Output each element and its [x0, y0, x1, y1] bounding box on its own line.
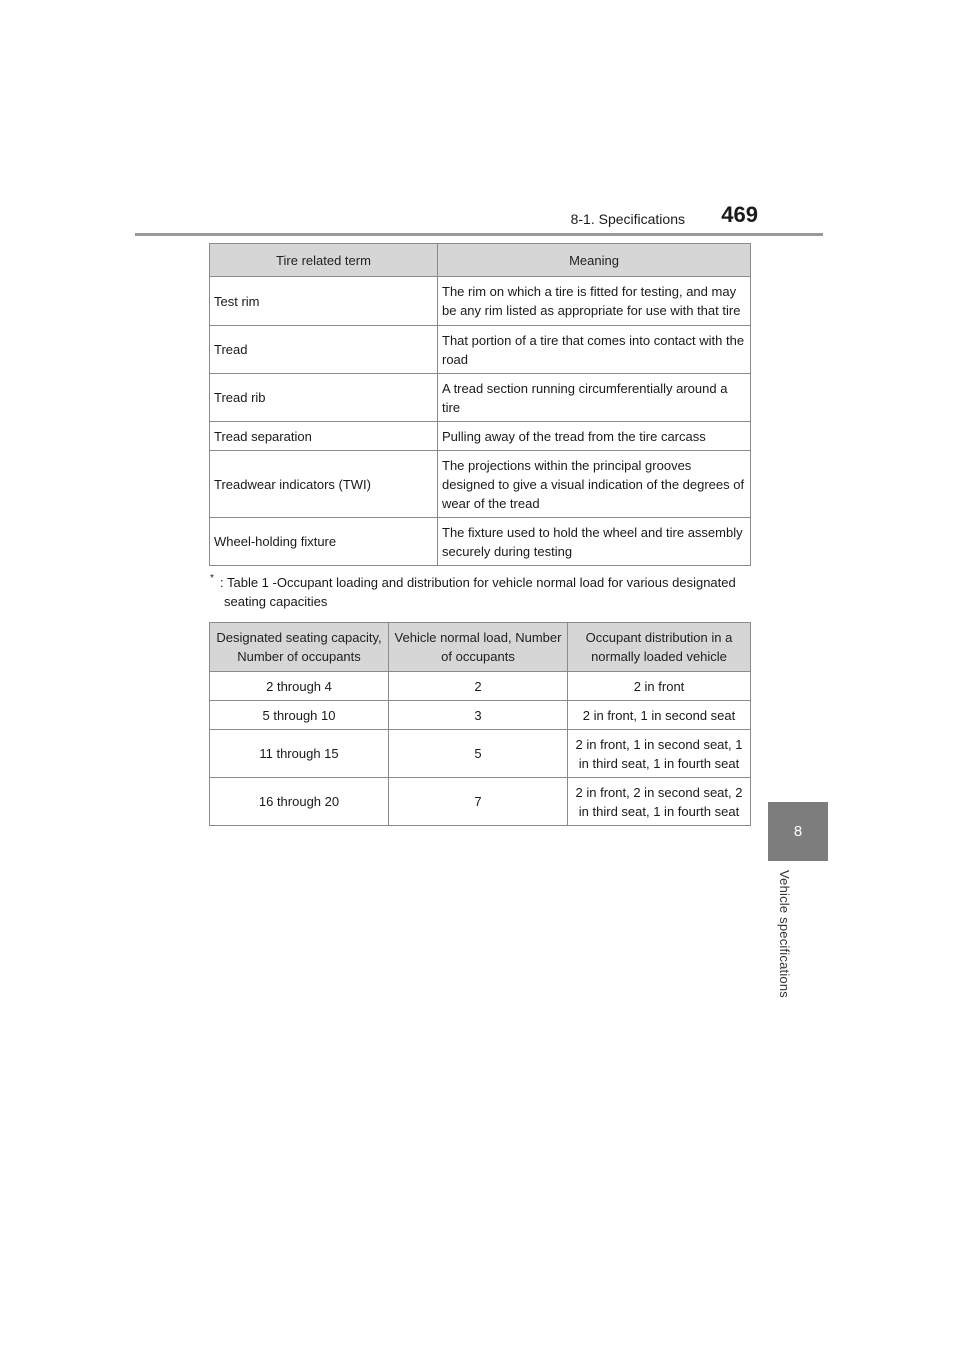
section-title: 8-1. Specifications [570, 211, 685, 227]
chapter-label: Vehicle specifications [777, 870, 792, 998]
table-row [210, 518, 751, 566]
meaning-cell: A tread section running circumferentially around a tire [438, 374, 751, 422]
meaning-cell: The rim on which a tire is fitted for testing, and may be any rim listed as appropriate for use with that tire [438, 277, 751, 326]
column-header-distribution: Occupant distribution in a normally loaded vehicle [568, 623, 751, 672]
table-row [210, 778, 751, 826]
distribution-cell: 2 in front, 1 in second seat, 1 in third seat, 1 in fourth seat [568, 730, 751, 778]
footnote-mark: * [210, 573, 214, 584]
column-header-load: Vehicle normal load, Number of occupants [389, 623, 568, 672]
chapter-number: 8 [793, 823, 803, 840]
table-row [210, 326, 751, 374]
footnote-text: : Table 1 -Occupant loading and distribution for vehicle normal load for various designated seating capacities [220, 575, 736, 609]
chapter-tab[interactable] [768, 802, 828, 861]
table-row [210, 701, 751, 730]
table-footnote [210, 573, 750, 611]
capacity-cell: 11 through 15 [210, 730, 389, 778]
distribution-cell: 2 in front, 1 in second seat [568, 701, 751, 730]
distribution-cell: 2 in front [568, 672, 751, 701]
table-row [210, 451, 751, 518]
table-row [210, 730, 751, 778]
table-row [210, 422, 751, 451]
occupant-loading-table [209, 622, 751, 826]
meaning-cell: The fixture used to hold the wheel and tire assembly securely during testing [438, 518, 751, 566]
table-row [210, 374, 751, 422]
term-cell: Tread rib [210, 374, 438, 422]
meaning-cell: That portion of a tire that comes into contact with the road [438, 326, 751, 374]
column-header-capacity: Designated seating capacity, Number of occupants [210, 623, 389, 672]
page-number: 469 [721, 202, 758, 227]
column-header-meaning: Meaning [438, 244, 751, 277]
distribution-cell: 2 in front, 2 in second seat, 2 in third seat, 1 in fourth seat [568, 778, 751, 826]
term-cell: Tread [210, 326, 438, 374]
term-cell: Test rim [210, 277, 438, 326]
meaning-cell: The projections within the principal grooves designed to give a visual indication of the degrees of wear of the tread [438, 451, 751, 518]
table-row [210, 672, 751, 701]
tire-terms-table [209, 243, 751, 566]
page-header [0, 200, 820, 234]
load-cell: 2 [389, 672, 568, 701]
term-cell: Tread separation [210, 422, 438, 451]
term-cell: Treadwear indicators (TWI) [210, 451, 438, 518]
capacity-cell: 16 through 20 [210, 778, 389, 826]
column-header-term: Tire related term [210, 244, 438, 277]
capacity-cell: 2 through 4 [210, 672, 389, 701]
load-cell: 3 [389, 701, 568, 730]
meaning-cell: Pulling away of the tread from the tire carcass [438, 422, 751, 451]
table-header-row [210, 244, 751, 277]
capacity-cell: 5 through 10 [210, 701, 389, 730]
term-cell: Wheel-holding fixture [210, 518, 438, 566]
load-cell: 7 [389, 778, 568, 826]
load-cell: 5 [389, 730, 568, 778]
header-divider [135, 233, 823, 236]
table-header-row [210, 623, 751, 672]
table-row [210, 277, 751, 326]
